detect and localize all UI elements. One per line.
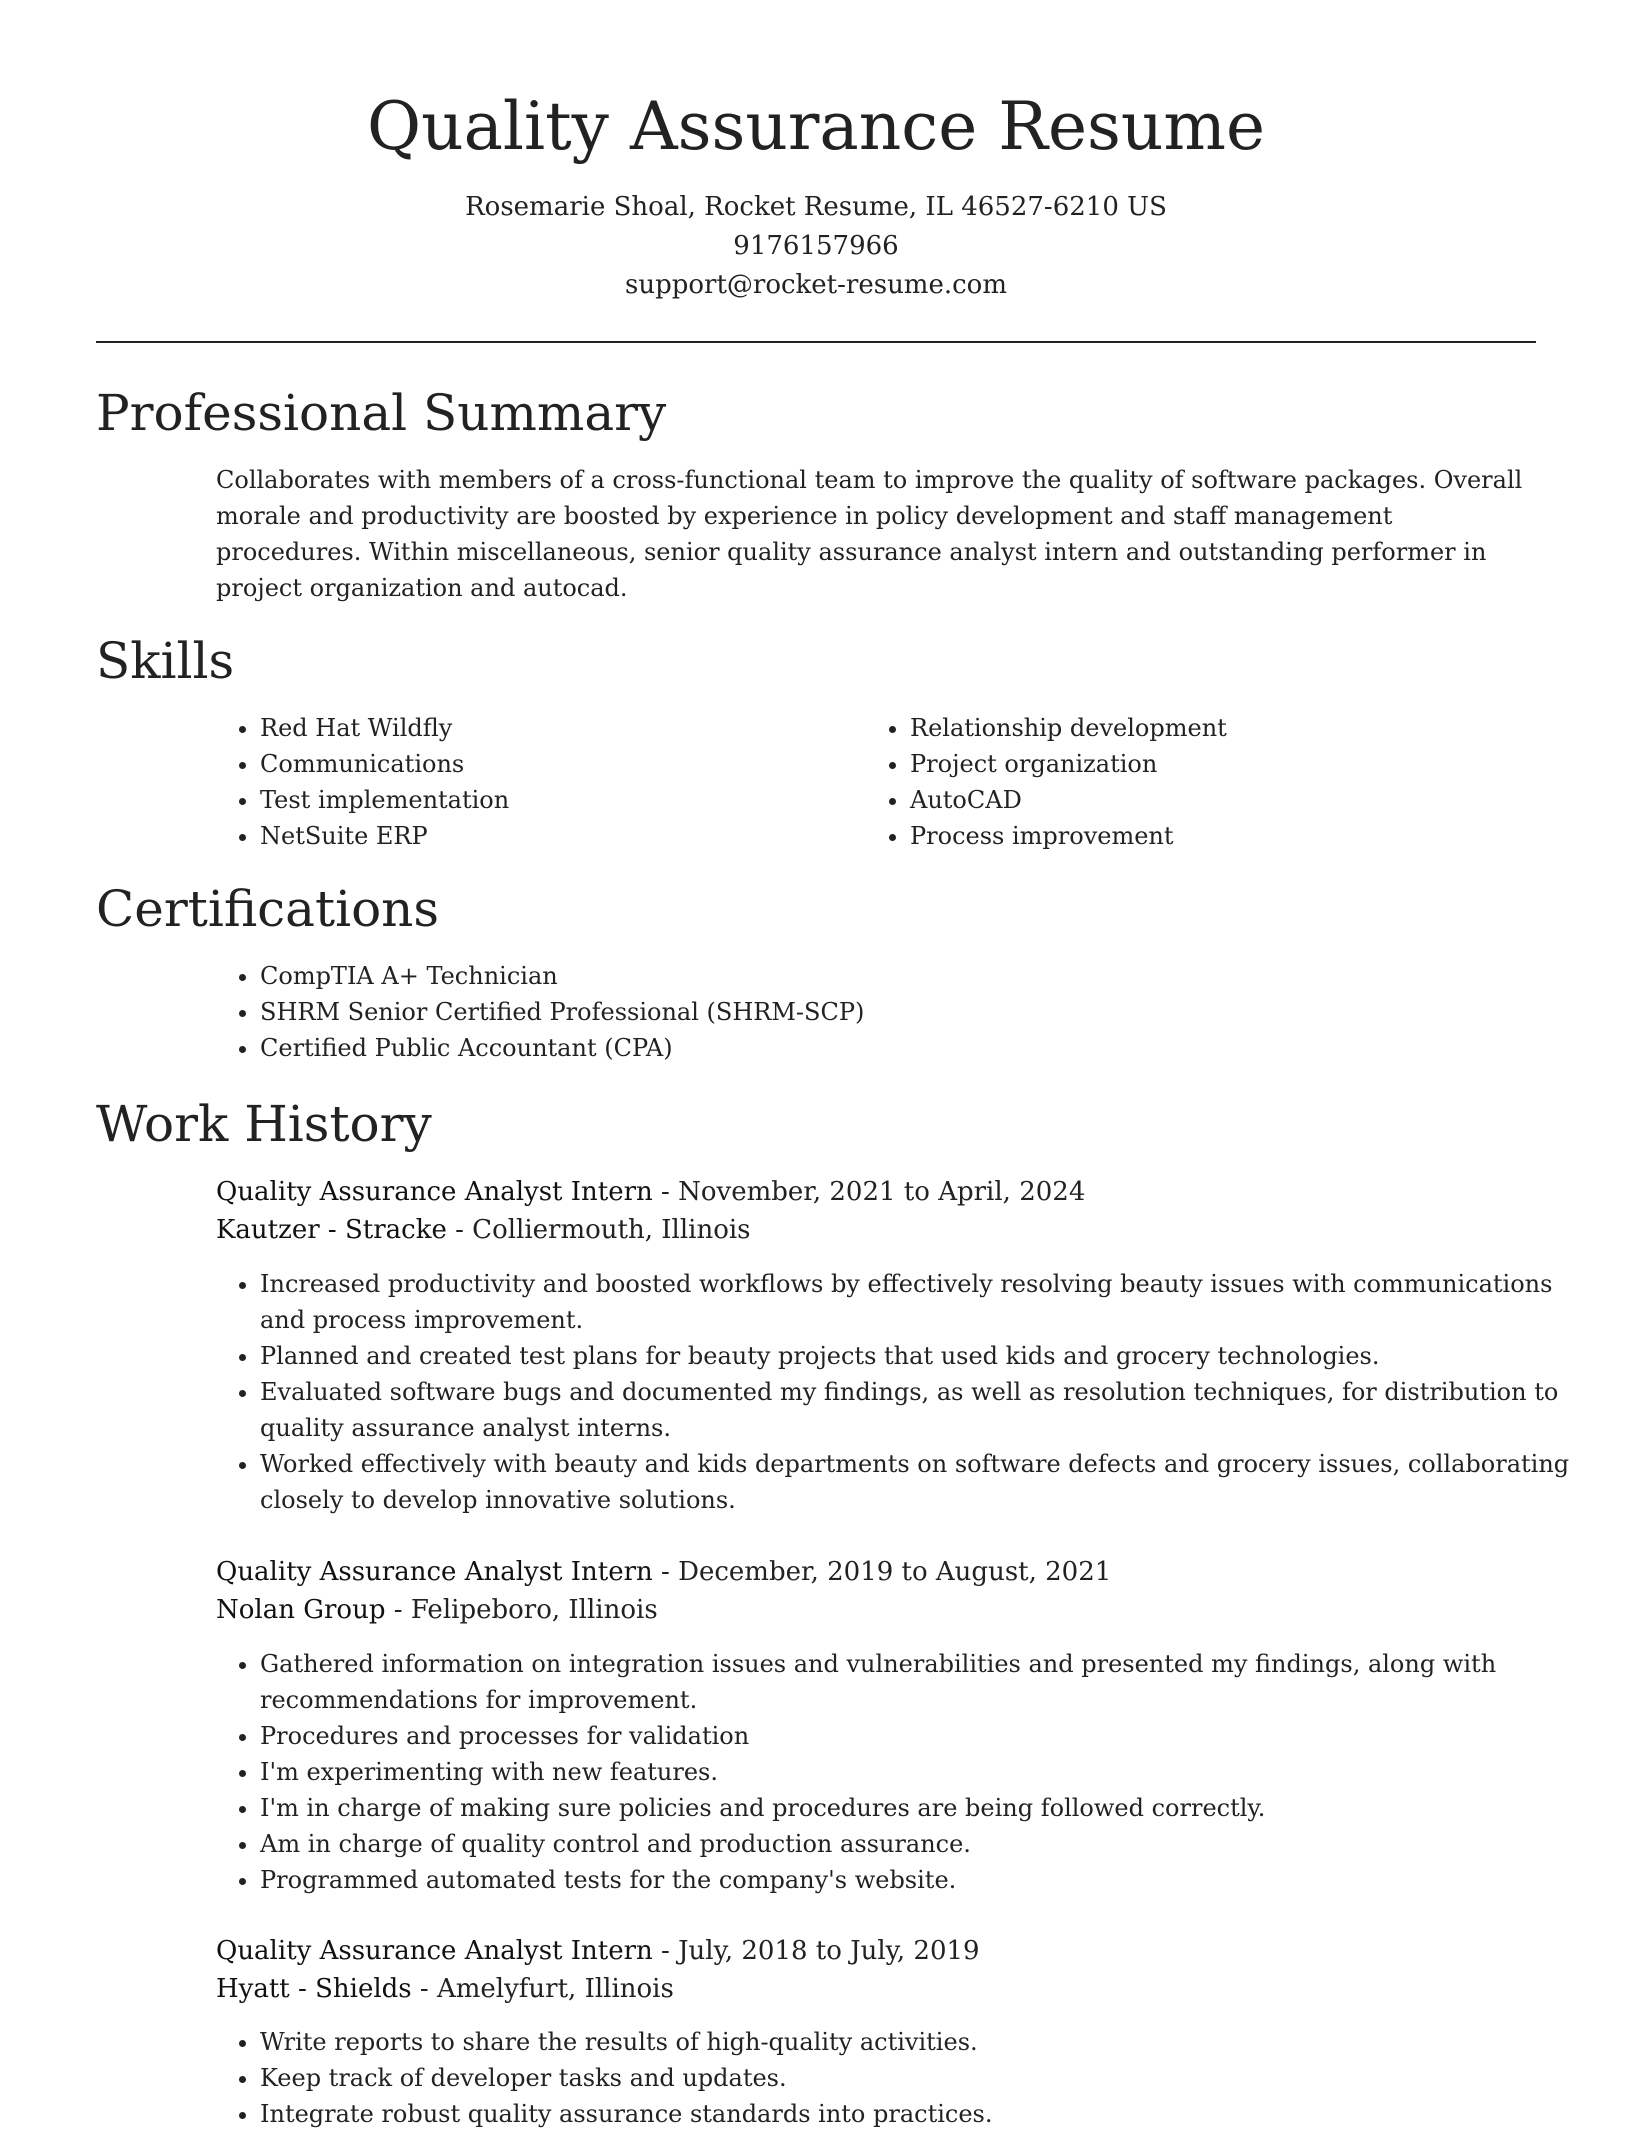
- job-duty-item: • Keep track of developer tasks and updates.: [260, 2060, 1580, 2096]
- job-title-line: [216, 1173, 1536, 1211]
- job-duty-item: • Gathered information on integration issues and vulnerabilities and presented my findings, along with recommendations for improvement.: [260, 1646, 1580, 1718]
- job-duty-item: • Planned and created test plans for beauty projects that used kids and grocery technologies.: [260, 1338, 1580, 1374]
- job-company: Hyatt - Shields: [216, 1974, 412, 2004]
- job-title-line: [216, 1932, 1536, 1970]
- job-start-date: July, 2018: [678, 1936, 808, 1966]
- job-start-date: November, 2021: [678, 1177, 896, 1207]
- separator: -: [446, 1215, 473, 1245]
- resume-title: Quality Assurance Resume: [366, 88, 1266, 165]
- header-divider: [96, 341, 1536, 343]
- skill-item: • Red Hat Wildfly: [260, 710, 860, 746]
- job-end-date: July, 2019: [850, 1936, 980, 1966]
- resume-header: [0, 84, 1632, 305]
- skills-list-right: [866, 710, 1530, 854]
- job-location: Colliermouth, Illinois: [472, 1215, 751, 1245]
- section-title-summary: Professional Summary: [96, 384, 667, 442]
- job-company-line: [216, 1591, 1536, 1629]
- job-title: Quality Assurance Analyst Intern: [216, 1177, 653, 1207]
- section-title-work-history: Work History: [96, 1095, 432, 1153]
- section-title-certifications: Certifications: [96, 880, 440, 938]
- job-duty-item: • I'm experimenting with new features.: [260, 1754, 1580, 1790]
- separator: -: [652, 1557, 679, 1587]
- separator: -: [411, 1974, 437, 2004]
- certifications-list: [216, 958, 1536, 1066]
- skill-item: • Project organization: [910, 746, 1530, 782]
- date-joiner: to: [895, 1177, 939, 1207]
- job-company-line: [216, 1211, 1536, 1249]
- job-duties-list: [216, 1646, 1580, 1898]
- job-company-line: [216, 1970, 1536, 2008]
- job-company: Nolan Group: [216, 1595, 386, 1625]
- job-duty-item: • Procedures and processes for validation: [260, 1718, 1580, 1754]
- job-title: Quality Assurance Analyst Intern: [216, 1936, 653, 1966]
- certification-item: • CompTIA A+ Technician: [260, 958, 1536, 994]
- job-title-line: [216, 1553, 1536, 1591]
- date-joiner: to: [893, 1557, 936, 1587]
- job-location: Amelyfurt, Illinois: [436, 1974, 674, 2004]
- job-company: Kautzer - Stracke: [216, 1215, 447, 1245]
- contact-phone: 9176157966: [733, 231, 899, 261]
- job-duty-item: • Am in charge of quality control and production assurance.: [260, 1826, 1580, 1862]
- job-duty-item: • I'm in charge of making sure policies and procedures are being followed correctly.: [260, 1790, 1580, 1826]
- job-title: Quality Assurance Analyst Intern: [216, 1557, 653, 1587]
- job-duty-item: • Integrate robust quality assurance standards into practices.: [260, 2096, 1580, 2132]
- job-duty-item: • Worked effectively with beauty and kids departments on software defects and grocery issues, collaborating closely to develop innovative solutions.: [260, 1446, 1580, 1518]
- skill-item: • Relationship development: [910, 710, 1530, 746]
- job-start-date: December, 2019: [678, 1557, 894, 1587]
- job-duty-item: • Write reports to share the results of high-quality activities.: [260, 2024, 1580, 2060]
- separator: -: [385, 1595, 411, 1625]
- separator: -: [652, 1177, 679, 1207]
- skill-item: • Communications: [260, 746, 860, 782]
- job-duty-item: • Evaluated software bugs and documented my findings, as well as resolution techniques, for distribution to quality assurance analyst interns.: [260, 1374, 1580, 1446]
- job-location: Felipeboro, Illinois: [410, 1595, 658, 1625]
- job-end-date: August, 2021: [935, 1557, 1112, 1587]
- contact-address: Rosemarie Shoal, Rocket Resume, IL 46527-6210 US: [465, 192, 1167, 222]
- certification-item: • Certified Public Accountant (CPA): [260, 1030, 1536, 1066]
- skill-item: • NetSuite ERP: [260, 818, 860, 854]
- job-end-date: April, 2024: [938, 1177, 1086, 1207]
- section-title-skills: Skills: [96, 632, 235, 690]
- date-joiner: to: [807, 1936, 851, 1966]
- skill-item: • Test implementation: [260, 782, 860, 818]
- contact-email: support@rocket-resume.com: [624, 270, 1007, 300]
- job-duty-item: • Programmed automated tests for the company's website.: [260, 1862, 1580, 1898]
- skills-list-left: [216, 710, 860, 854]
- job-duties-list: [216, 2024, 1580, 2132]
- job-duty-item: • Increased productivity and boosted workflows by effectively resolving beauty issues with communications and process improvement.: [260, 1266, 1580, 1338]
- contact-block: [0, 188, 1632, 305]
- certification-item: • SHRM Senior Certified Professional (SHRM-SCP): [260, 994, 1536, 1030]
- separator: -: [652, 1936, 679, 1966]
- job-duties-list: [216, 1266, 1580, 1518]
- skill-item: • AutoCAD: [910, 782, 1530, 818]
- skill-item: • Process improvement: [910, 818, 1530, 854]
- summary-text: Collaborates with members of a cross-functional team to improve the quality of software packages. Overall morale and productivity are boosted by experience in policy development and staff management procedures. Within miscellaneous, senior quality assurance analyst intern and outstanding performer in project organization and autocad.: [216, 466, 1523, 602]
